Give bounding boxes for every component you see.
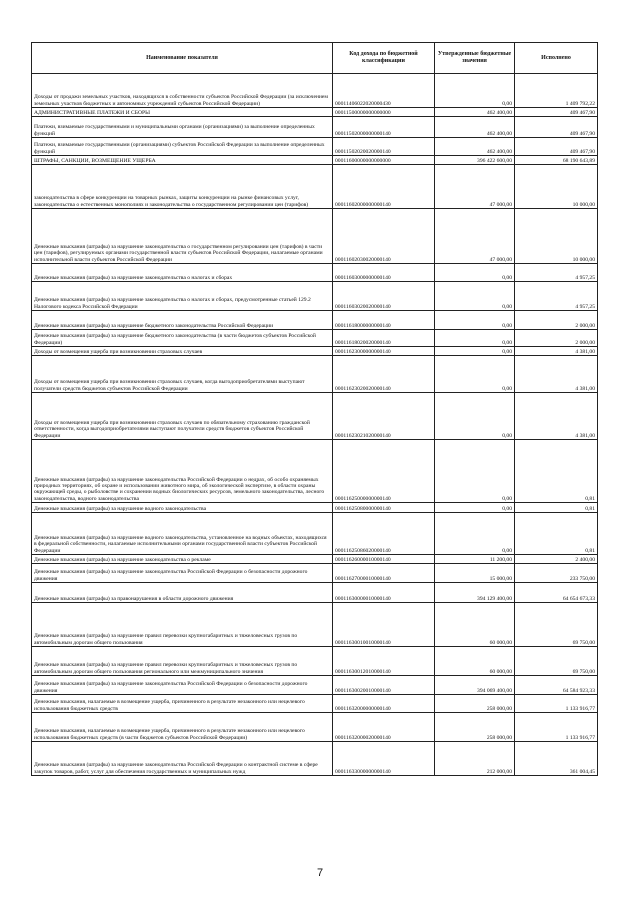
row-executed-cell: 2 000,00: [515, 311, 598, 330]
row-executed-cell: 68 190 643,89: [515, 156, 598, 165]
row-executed-cell: 64 584 923,33: [515, 676, 598, 695]
row-name-cell: Денежные взыскания (штрафы) за нарушение законодательства о государственном регулировании цен (тарифов) в части цен (тарифов), регулируемых органами государственной власти субъектов Российской Федерации, налагаемые органами исполнительной власти субъектов Российской Федерации: [32, 209, 333, 264]
row-name-cell: Платежи, взимаемые государственными (организациями) субъектов Российской Федерации за выполнение определенных функций: [32, 138, 333, 156]
row-code-cell: 00011623000000000140: [333, 347, 435, 356]
row-code-cell: 00011602030020000140: [333, 209, 435, 264]
row-executed-cell: 69 750,00: [515, 647, 598, 676]
table-row: [32, 108, 598, 117]
table-row: [32, 440, 598, 503]
row-code-cell: 00011632000020000140: [333, 713, 435, 742]
row-executed-cell: 409 467,90: [515, 138, 598, 156]
row-code-cell: 00011600000000000000: [333, 156, 435, 165]
table-row: [32, 74, 598, 108]
row-name-cell: Денежные взыскания (штрафы) за нарушение бюджетного законодательства Российской Федерации: [32, 311, 333, 330]
row-name-cell: Денежные взыскания (штрафы) за нарушение водного законодательства, установленное на водных объектах, находящихся в федеральной собственности, налагаемые исполнительными органами государственной власти субъектов Российской Федерации: [32, 513, 333, 555]
row-name-cell: Доходы от возмещения ущерба при возникновении страховых случаев по обязательному страхованию гражданской ответственности, когда выгодоприобретателями выступают получатели средств бюджетов субъектов Российской Федерации: [32, 393, 333, 440]
row-name-cell: Денежные взыскания (штрафы) за нарушение законодательства о налогах и сборах: [32, 264, 333, 282]
header-code: Код дохода по бюджетной классификации: [333, 43, 435, 74]
row-executed-cell: 69 750,00: [515, 603, 598, 647]
table-row: [32, 138, 598, 156]
row-code-cell: 00011625086020000140: [333, 513, 435, 555]
row-approved-cell: 0,00: [435, 74, 515, 108]
row-code-cell: 00011633000000000140: [333, 742, 435, 776]
row-executed-cell: 64 654 673,33: [515, 583, 598, 603]
row-executed-cell: 0,81: [515, 513, 598, 555]
row-name-cell: Денежные взыскания (штрафы) за нарушение законодательства Российской Федерации о недрах, об особо охраняемых природных территориях, об охране и использовании животного мира, об экологической экспертизе, в области охраны окружающей среды, о рыболовстве и сохранении водных биологических ресурсов, земельного законодательства, лесного законодательства, водного законодательства: [32, 440, 333, 503]
table-row: [32, 647, 598, 676]
row-approved-cell: 47 000,00: [435, 165, 515, 209]
table-row: [32, 347, 598, 356]
row-approved-cell: 0,00: [435, 356, 515, 393]
table-row: [32, 156, 598, 165]
row-name-cell: Денежные взыскания (штрафы) за нарушение водного законодательства: [32, 503, 333, 513]
row-name-cell: Денежные взыскания (штрафы) за нарушение законодательства Российской Федерации о безопасности дорожного движения: [32, 676, 333, 695]
row-approved-cell: 0,00: [435, 282, 515, 311]
row-name-cell: Денежные взыскания (штрафы) за правонарушения в области дорожного движения: [32, 583, 333, 603]
row-executed-cell: 0,81: [515, 503, 598, 513]
row-name-cell: ШТРАФЫ, САНКЦИИ, ВОЗМЕЩЕНИЕ УЩЕРБА: [32, 156, 333, 165]
table-row: [32, 742, 598, 776]
row-name-cell: Доходы от возмещения ущерба при возникновении страховых случаев: [32, 347, 333, 356]
row-code-cell: 00011623020020000140: [333, 356, 435, 393]
row-name-cell: Денежные взыскания (штрафы) за нарушение законодательства Российской Федерации о безопасности дорожного движения: [32, 564, 333, 583]
page-number: 7: [316, 867, 324, 879]
row-name-cell: законодательства в сфере конкуренции на товарных рынках, защиты конкуренции на рынке финансовых услуг, законодательства о естественных монополиях и законодательства о государственном регулировании цен (тарифов): [32, 165, 333, 209]
header-executed: Исполнено: [515, 43, 598, 74]
header-name: Наименование показателя: [32, 43, 333, 74]
row-executed-cell: 409 467,90: [515, 108, 598, 117]
table-row: [32, 117, 598, 138]
row-name-cell: Денежные взыскания, налагаемые в возмещение ущерба, причиненного в результате незаконного или нецелевого использования бюджетных средств (в части бюджетов субъектов Российской Федерации): [32, 713, 333, 742]
row-name-cell: Денежные взыскания (штрафы) за нарушение законодательства о рекламе: [32, 555, 333, 564]
row-approved-cell: 462 400,00: [435, 138, 515, 156]
row-name-cell: Денежные взыскания (штрафы) за нарушение правил перевозки крупногабаритных и тяжеловесных грузов по автомобильным дорогам общего пользования регионального или межмуниципального значения: [32, 647, 333, 676]
row-approved-cell: 394 069 400,00: [435, 676, 515, 695]
row-code-cell: 00011500000000000000: [333, 108, 435, 117]
row-name-cell: Денежные взыскания (штрафы) за нарушение бюджетного законодательства (в части бюджетов субъектов Российской Федерации): [32, 330, 333, 347]
row-approved-cell: 258 000,00: [435, 713, 515, 742]
header-approved: Утвержденные бюджетные значения: [435, 43, 515, 74]
row-name-cell: Денежные взыскания (штрафы) за нарушение правил перевозки крупногабаритных и тяжеловесных грузов по автомобильным дорогам общего пользования: [32, 603, 333, 647]
table-row: [32, 583, 598, 603]
row-executed-cell: 2 400,00: [515, 555, 598, 564]
row-approved-cell: 0,00: [435, 393, 515, 440]
row-name-cell: Платежи, взимаемые государственными и муниципальными органами (организациями) за выполнение определенных функций: [32, 117, 333, 138]
row-approved-cell: 0,00: [435, 330, 515, 347]
row-code-cell: 00011630010010000140: [333, 603, 435, 647]
row-executed-cell: 1 409 792,22: [515, 74, 598, 108]
table-row: [32, 564, 598, 583]
row-code-cell: 00011630000010000140: [333, 583, 435, 603]
row-approved-cell: 396 422 600,00: [435, 156, 515, 165]
row-approved-cell: 258 000,00: [435, 695, 515, 713]
row-executed-cell: 2 000,00: [515, 330, 598, 347]
table-row: [32, 555, 598, 564]
row-executed-cell: 1 133 916,77: [515, 695, 598, 713]
row-name-cell: АДМИНИСТРАТИВНЫЕ ПЛАТЕЖИ И СБОРЫ: [32, 108, 333, 117]
table-row: [32, 330, 598, 347]
row-approved-cell: 60 000,00: [435, 603, 515, 647]
row-executed-cell: 4 381,00: [515, 356, 598, 393]
table-row: [32, 165, 598, 209]
row-approved-cell: 0,00: [435, 440, 515, 503]
row-code-cell: 00011632000000000140: [333, 695, 435, 713]
row-executed-cell: 233 750,00: [515, 564, 598, 583]
row-approved-cell: 212 000,00: [435, 742, 515, 776]
row-approved-cell: 0,00: [435, 264, 515, 282]
table-row: [32, 713, 598, 742]
row-code-cell: 00011603000000000140: [333, 264, 435, 282]
row-approved-cell: 47 000,00: [435, 209, 515, 264]
row-approved-cell: 0,00: [435, 513, 515, 555]
row-executed-cell: 361 004,45: [515, 742, 598, 776]
row-approved-cell: 11 200,00: [435, 555, 515, 564]
row-name-cell: Денежные взыскания (штрафы) за нарушение законодательства Российской Федерации о контрактной системе в сфере закупок товаров, работ, услуг для обеспечения государственных и муниципальных нужд: [32, 742, 333, 776]
row-code-cell: 00011625080000000140: [333, 503, 435, 513]
row-approved-cell: 0,00: [435, 311, 515, 330]
row-executed-cell: 10 000,00: [515, 209, 598, 264]
row-executed-cell: 4 381,00: [515, 393, 598, 440]
row-approved-cell: 15 000,00: [435, 564, 515, 583]
table-row: [32, 503, 598, 513]
row-code-cell: 00011630020010000140: [333, 676, 435, 695]
table-row: [32, 603, 598, 647]
table-header-row: [32, 43, 598, 74]
row-name-cell: Денежные взыскания (штрафы) за нарушение законодательства о налогах и сборах, предусмотренные статьей 129.2 Налогового кодекса Российской Федерации: [32, 282, 333, 311]
row-name-cell: Доходы от возмещения ущерба при возникновении страховых случаев, когда выгодоприобретателями выступают получатели средств бюджетов субъектов Российской Федерации: [32, 356, 333, 393]
row-approved-cell: 0,00: [435, 503, 515, 513]
row-approved-cell: 0,00: [435, 347, 515, 356]
row-code-cell: 00011618000000000140: [333, 311, 435, 330]
row-code-cell: 00011618020020000140: [333, 330, 435, 347]
row-approved-cell: 462 400,00: [435, 117, 515, 138]
row-name-cell: Денежные взыскания, налагаемые в возмещение ущерба, причиненного в результате незаконного или нецелевого использования бюджетных средств: [32, 695, 333, 713]
row-executed-cell: 4 381,00: [515, 347, 598, 356]
table-row: [32, 513, 598, 555]
revenue-table: [31, 42, 598, 776]
row-executed-cell: 0,81: [515, 440, 598, 503]
row-code-cell: 00011623021020000140: [333, 393, 435, 440]
row-executed-cell: 4 957,25: [515, 264, 598, 282]
row-code-cell: 00011630012010000140: [333, 647, 435, 676]
row-name-cell: Доходы от продажи земельных участков, находящихся в собственности субъектов Российской Федерации (за исключением земельных участков бюджетных и автономных учреждений субъектов Российской Федерации): [32, 74, 333, 108]
row-code-cell: 00011406022020000430: [333, 74, 435, 108]
row-code-cell: 00011603020020000140: [333, 282, 435, 311]
table-row: [32, 676, 598, 695]
row-executed-cell: 4 957,25: [515, 282, 598, 311]
row-code-cell: 00011627000010000140: [333, 564, 435, 583]
row-approved-cell: 394 129 400,00: [435, 583, 515, 603]
row-approved-cell: 60 000,00: [435, 647, 515, 676]
row-executed-cell: 10 000,00: [515, 165, 598, 209]
table-row: [32, 264, 598, 282]
row-approved-cell: 462 400,00: [435, 108, 515, 117]
table-row: [32, 695, 598, 713]
row-executed-cell: 1 133 916,77: [515, 713, 598, 742]
table-row: [32, 393, 598, 440]
row-executed-cell: 409 467,90: [515, 117, 598, 138]
row-code-cell: 00011502020020000140: [333, 138, 435, 156]
table-row: [32, 209, 598, 264]
table-row: [32, 356, 598, 393]
row-code-cell: 00011602000000000140: [333, 165, 435, 209]
row-code-cell: 00011625000000000140: [333, 440, 435, 503]
row-code-cell: 00011626000010000140: [333, 555, 435, 564]
table-body: [32, 74, 598, 776]
table-row: [32, 282, 598, 311]
row-code-cell: 00011502000000000140: [333, 117, 435, 138]
table-row: [32, 311, 598, 330]
